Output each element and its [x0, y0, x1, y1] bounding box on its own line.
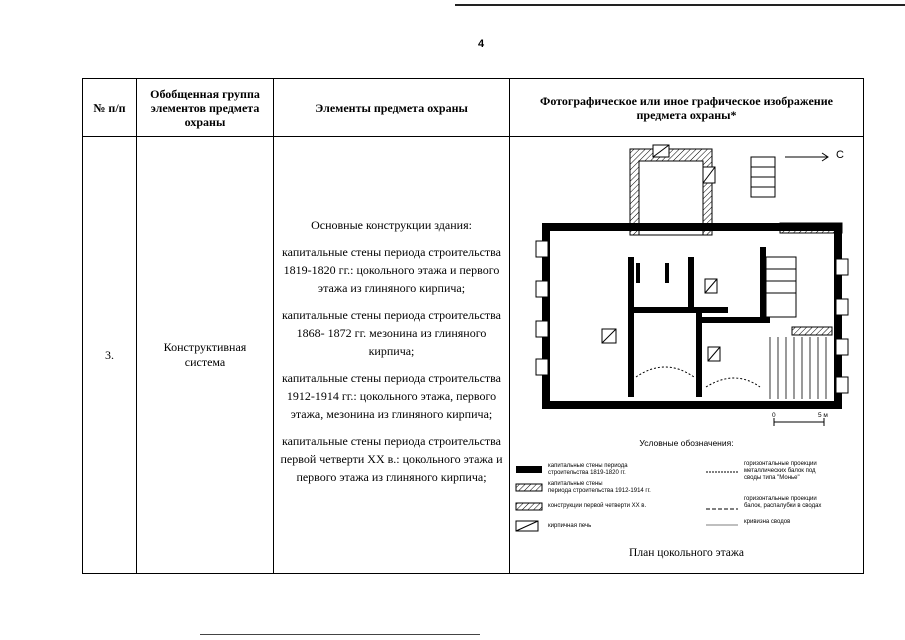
element-item: Основные конструкции здания: [311, 217, 472, 232]
element-item: капитальные стены периода строительства 1868- 1872 гг. мезонина из глиняного кирпича; [282, 307, 501, 358]
plan-cell [510, 137, 864, 574]
legend-formwork [744, 496, 821, 510]
page-number: 4 [478, 38, 485, 50]
table-row [83, 137, 864, 574]
plan-caption: План цокольного этажа [629, 547, 744, 559]
legend-title: Условные обозначения: [639, 438, 734, 448]
legend-text: балок, распалубки в сводах [744, 503, 822, 509]
table-header-row [83, 79, 864, 137]
row-elements [274, 137, 510, 574]
legend-walls-1912 [548, 481, 651, 495]
legend-text: своды типа "Монье" [744, 475, 800, 481]
legend-constr-xx: конструкции первой четверти XX в. [548, 503, 647, 509]
row-num: 3. [83, 137, 137, 574]
interior-walls [628, 247, 770, 397]
vault-curve [636, 367, 694, 377]
legend-text: капитальные стены периода [548, 463, 628, 469]
row-group: Конструктивная система [137, 137, 274, 574]
legend-symbol-solid [516, 466, 542, 473]
legend-text: горизонтальные проекции [744, 461, 817, 467]
header-image: Фотографическое или иное графическое изображение предмета охраны* [510, 79, 864, 137]
legend-text: металлических балок под [744, 468, 816, 474]
bottom-rule [200, 634, 480, 635]
beam-projections [770, 337, 826, 399]
scale-zero: 0 [772, 412, 776, 419]
scale-five: 5 м [818, 412, 828, 419]
element-item: капитальные стены периода строительства 1819-1820 гг.: цокольного этажа и первого этажа из глиняного кирпича; [282, 244, 501, 295]
element-item: капитальные стены периода строительства 1912-1914 гг.: цокольного этажа, первого этажа, мезонина из глиняного кирпича; [282, 370, 501, 421]
legend-text: периода строительства 1912-1914 гг. [548, 488, 651, 494]
header-elements: Элементы предмета охраны [274, 79, 510, 137]
legend-text: горизонтальные проекции [744, 496, 817, 502]
north-label: С [836, 149, 844, 161]
header-group: Обобщенная группа элементов предмета охраны [137, 79, 274, 137]
legend-symbol-hatch [516, 484, 542, 491]
stair-icon [766, 257, 796, 317]
legend-walls-1819 [548, 463, 628, 477]
legend-symbol-xx [516, 503, 542, 510]
top-rule [455, 4, 905, 6]
legend-text: капитальные стены [548, 481, 603, 487]
protection-table [82, 78, 864, 574]
hatched-wall [780, 223, 842, 233]
legend-text: строительства 1819-1820 гг. [548, 470, 626, 476]
legend-vault-curve: кривизна сводов [744, 519, 791, 525]
element-item: капитальные стены периода строительства первой четверти XX в.: цокольного этажа и первого этажа из глиняного кирпича; [280, 433, 503, 484]
header-num: № п/п [83, 79, 137, 137]
legend-beams [744, 461, 817, 482]
legend-stove: кирпичная печь [548, 523, 592, 529]
